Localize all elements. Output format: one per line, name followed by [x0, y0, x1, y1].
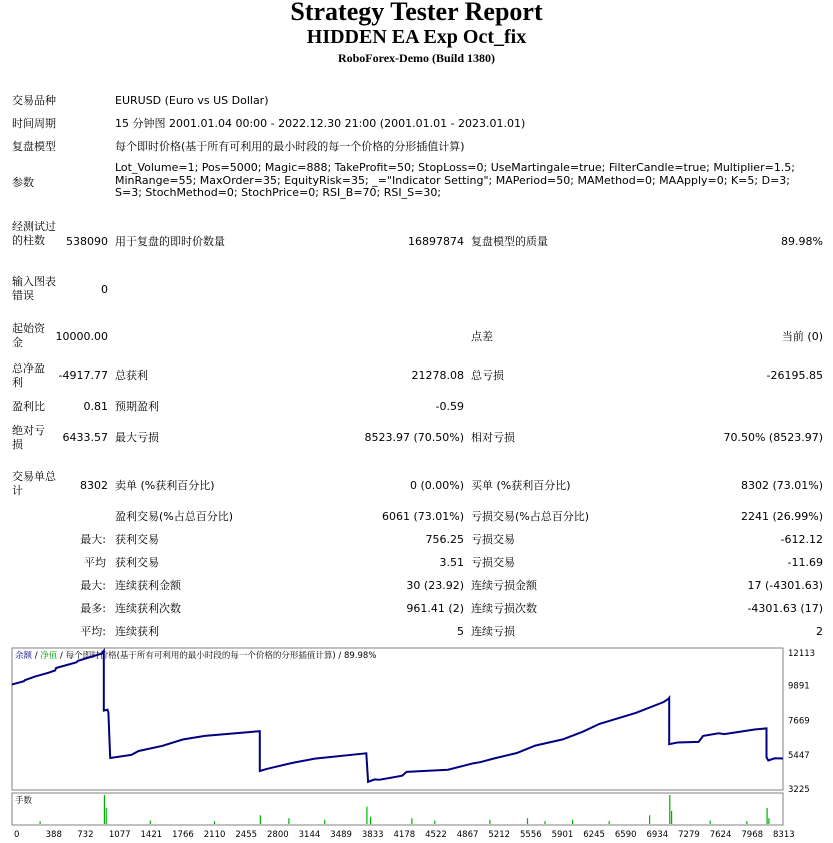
- profit-trades-value: 6061 (73.01%): [381, 510, 464, 523]
- volume-bar: [214, 821, 215, 824]
- volume-bar: [669, 795, 670, 824]
- absolute-drawdown-label: 绝对亏损: [12, 424, 45, 451]
- long-positions-label: 买单 (%获利百分比): [471, 479, 571, 492]
- long-positions-value: 8302 (73.01%): [740, 479, 823, 492]
- volume-bar: [411, 818, 412, 824]
- legend-description: / 每个即时价格(基于所有可利用的最小时段的每一个价格的分形插值计算) / 89.98%: [57, 651, 377, 661]
- symbol-value: EURUSD (Euro vs US Dollar): [115, 94, 269, 107]
- chart-main-panel: [12, 648, 783, 790]
- largest-label: 最大:: [80, 533, 106, 546]
- largest-loss-value: -612.12: [780, 533, 823, 546]
- legend-separator: /: [32, 651, 41, 661]
- volume-bar: [106, 808, 107, 824]
- gross-profit-value: 21278.08: [411, 369, 464, 382]
- volume-bar: [260, 815, 261, 824]
- volume-bar: [768, 818, 769, 824]
- params-label: 参数: [12, 176, 34, 189]
- relative-drawdown-value: 70.50% (8523.97): [723, 431, 823, 444]
- spread-value: 当前 (0): [781, 330, 823, 343]
- x-tick-label: 7279: [678, 830, 700, 840]
- x-tick-label: 6245: [583, 830, 605, 840]
- quality-value: 89.98%: [781, 235, 823, 248]
- model-label: 复盘模型: [12, 140, 56, 153]
- max-amount-label: 最大:: [80, 579, 106, 592]
- average-profit-label: 获利交易: [115, 556, 159, 569]
- max-cons-wins-value: 961.41 (2): [406, 602, 464, 615]
- quality-label: 复盘模型的质量: [471, 235, 548, 248]
- volume-bar: [288, 818, 289, 824]
- max-cons-wins-label: 连续获利次数: [115, 602, 181, 615]
- expected-payoff-label: 预期盈利: [115, 400, 159, 413]
- total-trades-label: 交易单总计: [12, 470, 56, 497]
- ticks-value: 16897874: [408, 235, 464, 248]
- net-profit-label: 总净盈利: [12, 362, 45, 389]
- largest-profit-value: 756.25: [425, 533, 464, 546]
- chart-legend: [15, 650, 376, 661]
- x-tick-label: 6934: [646, 830, 669, 840]
- errors-label: 输入图表错误: [12, 275, 56, 302]
- x-tick-label: 6590: [614, 830, 637, 840]
- deposit-value: 10000.00: [55, 330, 108, 343]
- y-tick-label: 5447: [788, 751, 810, 762]
- deposit-label: 起始资金: [12, 322, 45, 349]
- volume-panel-label: 手数: [15, 796, 33, 806]
- relative-drawdown-label: 相对亏损: [471, 431, 515, 444]
- x-tick-label: 732: [77, 830, 94, 840]
- model-value: 每个即时价格(基于所有可利用的最小时段的每一个价格的分形插值计算): [115, 140, 465, 153]
- params-value: Lot_Volume=1; Pos=5000; Magic=888; TakeProfit=50; StopLoss=0; UseMartingale=true; FilterCandle=true; Multiplier=1.5; MinRange=55; MaxOrder=35; EquityRisk=35; _="Indicator Setting"; MAPeriod=50; MAMethod=0; MAApply=0; K=5; D=3; S=3; StochMethod=0; StochPrice=0; RSI_B=70; RSI_S=30;: [115, 161, 796, 199]
- symbol-label: 交易品种: [12, 94, 56, 107]
- profit-factor-value: 0.81: [83, 400, 108, 413]
- errors-value: 0: [101, 283, 108, 296]
- net-profit-value: -4917.77: [58, 369, 108, 382]
- x-tick-label: 5901: [551, 830, 574, 840]
- y-tick-label: 9891: [788, 681, 810, 692]
- x-tick-label: 1421: [140, 830, 163, 840]
- report-build: RoboForex-Demo (Build 1380): [337, 51, 496, 65]
- gross-profit-label: 总获利: [115, 369, 148, 382]
- report-subtitle: HIDDEN EA Exp Oct_fix: [306, 26, 527, 48]
- x-tick-label: 5212: [488, 830, 511, 840]
- max-cons-profit-amount-value: 30 (23.92): [406, 579, 464, 592]
- avg-cons-losses-label: 连续亏损: [471, 625, 515, 638]
- max-drawdown-label: 最大亏损: [115, 431, 159, 444]
- legend-equity: 净值: [40, 651, 58, 661]
- x-tick-label: 3489: [330, 830, 352, 840]
- avg-cons-wins-value: 5: [457, 625, 464, 638]
- short-positions-label: 卖单 (%获利百分比): [115, 479, 215, 492]
- volume-bar: [40, 821, 41, 824]
- max-cons-loss-amount-value: 17 (-4301.63): [747, 579, 823, 592]
- balance-chart: [10, 646, 833, 843]
- x-tick-label: 7968: [741, 830, 764, 840]
- volume-bar: [489, 820, 490, 824]
- volume-bar: [609, 821, 610, 824]
- x-tick-label: 3144: [298, 830, 321, 840]
- x-tick-label: 388: [45, 830, 62, 840]
- x-tick-label: 4867: [456, 830, 479, 840]
- average-loss-value: -11.69: [787, 556, 823, 569]
- volume-bar: [527, 818, 528, 824]
- x-tick-label: 3833: [361, 830, 384, 840]
- largest-loss-label: 亏损交易: [471, 533, 515, 546]
- volume-bar: [104, 795, 105, 824]
- ticks-label: 用于复盘的即时价数量: [115, 235, 225, 248]
- chart-volume-panel: [12, 793, 783, 825]
- expected-payoff-value: -0.59: [435, 400, 464, 413]
- y-tick-label: 7669: [788, 716, 810, 727]
- max-cons-profit-amount-label: 连续获利金额: [115, 579, 181, 592]
- x-tick-label: 1077: [108, 830, 131, 840]
- max-cons-losses-value: -4301.63 (17): [747, 602, 823, 615]
- x-tick-label: 0: [14, 830, 20, 840]
- average-label: 平均: [84, 556, 106, 569]
- loss-trades-label: 亏损交易(%占总百分比): [471, 510, 590, 523]
- bars-value: 538090: [66, 235, 108, 248]
- x-tick-label: 2800: [267, 830, 289, 840]
- x-tick-label: 2455: [235, 830, 258, 840]
- average-loss-label: 亏损交易: [471, 556, 515, 569]
- volume-bar: [767, 808, 768, 824]
- y-tick-label: 3225: [788, 785, 810, 795]
- max-drawdown-value: 8523.97 (70.50%): [364, 431, 464, 444]
- volume-bar: [544, 821, 545, 824]
- average-profit-value: 3.51: [439, 556, 464, 569]
- volume-bar: [649, 815, 650, 824]
- volume-bar: [710, 821, 711, 825]
- x-tick-label: 4522: [425, 830, 447, 840]
- y-tick-label: 12113: [788, 649, 816, 659]
- volume-bar: [370, 817, 371, 824]
- volume-bar: [572, 820, 573, 824]
- spread-label: 点差: [471, 330, 493, 343]
- period-label: 时间周期: [12, 117, 56, 130]
- x-tick-label: 5556: [520, 830, 542, 840]
- profit-factor-label: 盈利比: [12, 400, 45, 413]
- x-tick-label: 7624: [709, 830, 732, 840]
- max-cons-losses-label: 连续亏损次数: [471, 602, 537, 615]
- gross-loss-value: -26195.85: [766, 369, 823, 382]
- max-count-label: 最多:: [80, 602, 106, 615]
- legend-balance: 余额: [15, 651, 33, 661]
- avg-cons-label: 平均:: [80, 625, 106, 638]
- report-title: Strategy Tester Report: [290, 0, 543, 26]
- bars-label: 经测试过的柱数: [12, 220, 56, 247]
- gross-loss-label: 总亏损: [471, 369, 504, 382]
- volume-bar: [324, 820, 325, 824]
- absolute-drawdown-value: 6433.57: [62, 431, 108, 444]
- total-trades-value: 8302: [80, 479, 108, 492]
- short-positions-value: 0 (0.00%): [409, 479, 464, 492]
- volume-bar: [150, 821, 151, 825]
- max-cons-loss-amount-label: 连续亏损金额: [471, 579, 537, 592]
- avg-cons-wins-label: 连续获利: [115, 625, 159, 638]
- period-value: 15 分钟图 2001.01.04 00:00 - 2022.12.30 21:00 (2001.01.01 - 2023.01.01): [115, 117, 526, 130]
- x-tick-label: 8313: [773, 830, 795, 840]
- volume-bar: [671, 811, 672, 824]
- largest-profit-label: 获利交易: [115, 533, 159, 546]
- volume-bar: [746, 821, 747, 824]
- x-tick-label: 2110: [203, 830, 226, 840]
- volume-bar: [366, 807, 367, 824]
- profit-trades-label: 盈利交易(%占总百分比): [115, 510, 234, 523]
- x-tick-label: 1766: [172, 830, 194, 840]
- loss-trades-value: 2241 (26.99%): [740, 510, 823, 523]
- volume-bar: [434, 821, 435, 825]
- x-tick-label: 4178: [393, 830, 416, 840]
- avg-cons-losses-value: 2: [816, 625, 823, 638]
